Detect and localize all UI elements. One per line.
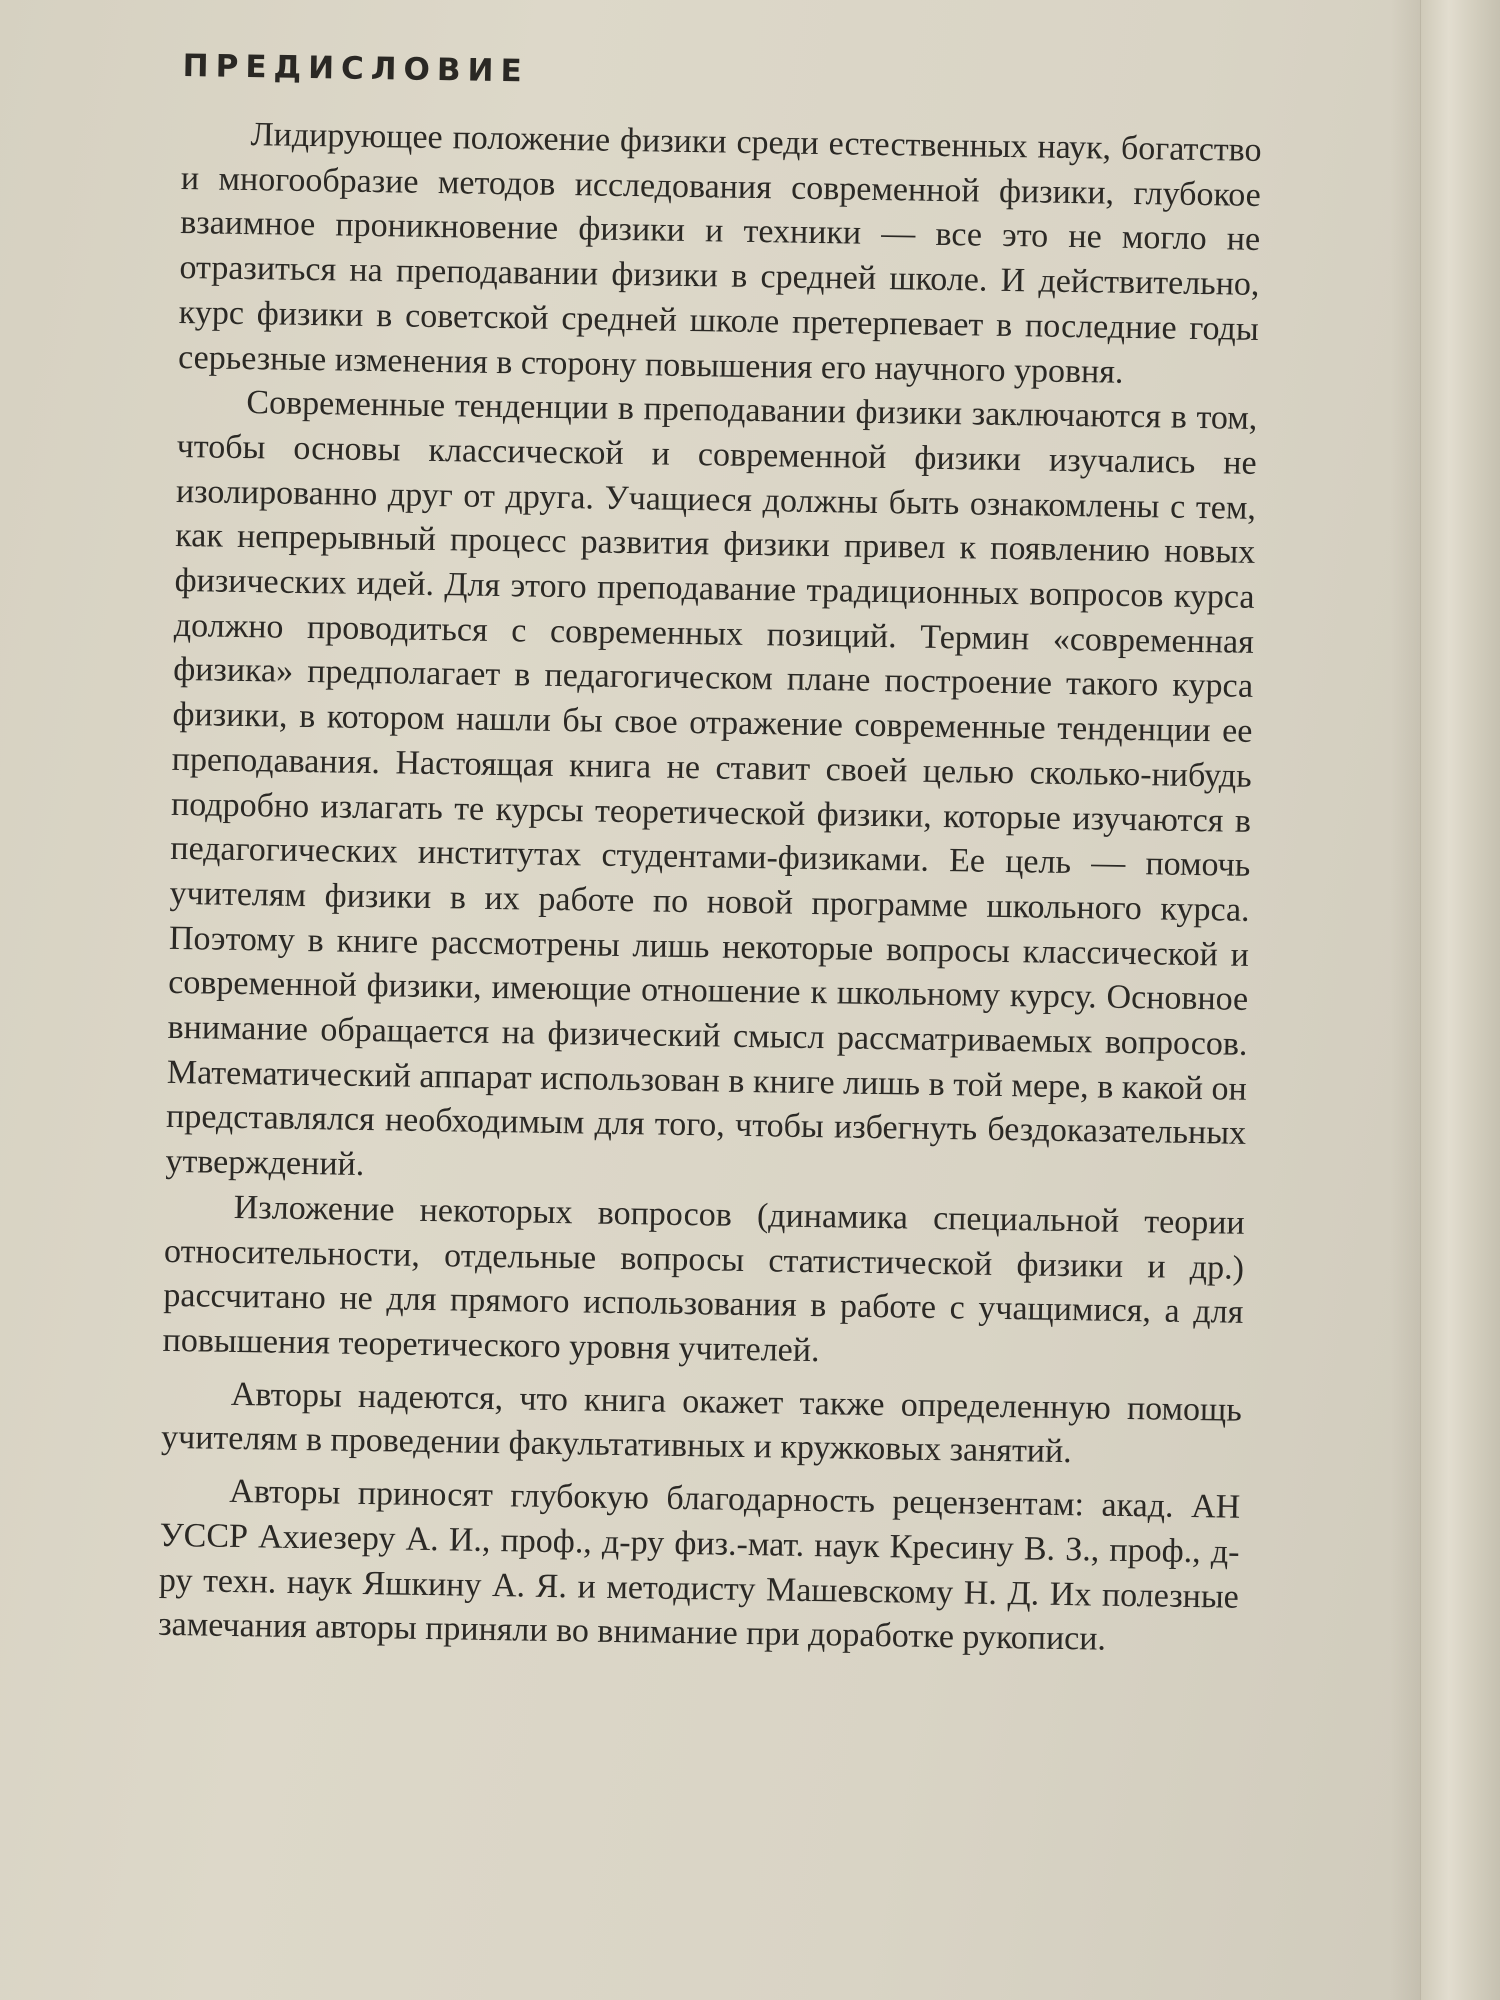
paragraph-1: Лидирующее положение физики среди естественных наук, богатство и многообразие методов исследования современной физики, глубокое взаимное проникновение физики и техники — все это не могло не отразиться на преподавании физики в средней школе. И действительно, курс физики в советской средней школе претерпевает в последние годы серьезные изменения в сторону повышения его научного уровня. bbox=[177, 116, 1262, 391]
paragraph-3: Изложение некоторых вопросов (динамика специальной теории относительности, отдельные вопросы статистической физики и др.) рассчитано не для прямого использования в работе с учащимися, а для повышения теоретического уровня учителей. bbox=[162, 1188, 1245, 1370]
page-title: ПРЕДИСЛОВИЕ bbox=[182, 48, 529, 90]
paragraph-2: Современные тенденции в преподавании физики заключаются в том, чтобы основы классической и современной физики изучались не изолированно друг от друга. Учащиеся должны быть ознакомлены с тем, как непрерывный процесс развития физики привел к появлению новых физических идей. Для этого преподавание традиционных вопросов курса должно проводиться с современных позиций. Термин «современная физика» предполагает в педагогическом плане построение такого курса физики, в котором нашли бы свое отражение современные тенденции ее преподавания. Настоящая книга не ставит своей целью сколько-нибудь подробно излагать те курсы теоретической физики, которые изучаются в педагогических институтах студентами-физиками. Ее цель — помочь учителям физики в их работе по новой программе школьного курса. Поэтому в книге рассмотрены лишь некоторые вопросы классической и современной физики, имеющие отношение к школьному курсу. Основное внимание обращается на физический смысл рассматриваемых вопросов. Математический аппарат использован в книге лишь в той мере, в какой он представлялся необходимым для того, чтобы избегнуть бездоказательных утверждений. bbox=[165, 384, 1258, 1184]
paragraph-4: Авторы надеются, что книга окажет также определенную помощь учителям в проведении факультативных и кружковых занятий. bbox=[160, 1375, 1243, 1471]
page-fold-shadow bbox=[1390, 0, 1420, 2000]
preface-text-block bbox=[158, 48, 1263, 1665]
page-edge bbox=[1420, 0, 1500, 2000]
paragraph-5: Авторы приносят глубокую благодарность рецензентам: акад. АН УССР Ахиезеру А. И., проф., д-ру физ.-мат. наук Кресину В. З., проф., д-ру техн. наук Яшкину А. Я. и методисту Машевскому Н. Д. Их полезные замечания авторы приняли во внимание при доработке рукописи. bbox=[157, 1473, 1241, 1658]
